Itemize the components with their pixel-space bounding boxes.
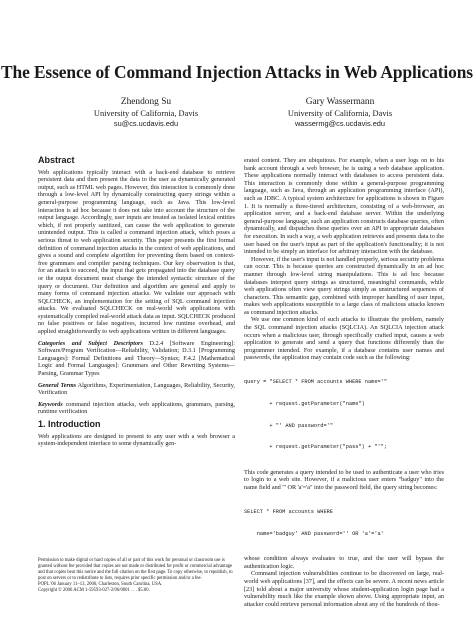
body-paragraph: We use one common kind of such attacks to illustrate the problem, namely the SQL command injection attacks (SQLCIA). An SQLCIA injection attack occurs when a malicious user, through specifically crafted input, causes a web application to generate and send a query that functions differently than the programmer intended. For example, if a database contains user names and passwords, the application may contain code such as the following:: [244, 316, 444, 362]
code-line: query = "SELECT * FROM accounts WHERE name='": [244, 379, 388, 386]
body-paragraph: However, if the user's input is not handled properly, serious security problems can occur. This is because queries are constructed dynamically in an ad hoc manner through low-level string manipulations. This is ad hoc because databases interpret query strings as structured, meaningful commands, while web applications often view query strings simply as unstructured sequences of characters. This semantic gap, combined with improper handling of user input, makes web applications susceptible to a large class of malicious attacks known as command injection attacks.: [244, 255, 444, 316]
author-block-2: [240, 96, 440, 129]
body-paragraph: This code generates a query intended to be used to authenticate a user who tries to login to a web site. However, if a malicious user enters "badguy" into the name field and "' OR 'a'='a" into the password field, the query string becomes:: [244, 468, 444, 492]
copyright-line: Copyright © 2006 ACM 1-59593-027-2/06/0001 . . . $5.00.: [38, 588, 150, 593]
code-line: SELECT * FROM accounts WHERE: [244, 509, 334, 516]
paper-title: The Essence of Command Injection Attacks in Web Applications: [1, 62, 473, 82]
author-affiliation: University of California, Davis: [93, 109, 199, 118]
permission-text: Permission to make digital or hard copies of all or part of this work for personal or classroom use is granted without fee provided that copies are not made or distributed for profit or commercial advantage and that copies bear this notice and the full citation on the first page. To copy otherwise, to republish, to post on servers or to redistribute to lists, requires prior specific permission and/or a fee.: [38, 558, 233, 581]
general-terms-paragraph: [38, 382, 235, 397]
code-line: + "' AND password='": [244, 422, 334, 429]
author-block-1: [46, 96, 246, 129]
code-line: + request.getParameter("name"): [244, 401, 365, 408]
permission-notice: [38, 558, 235, 594]
categories-heading: Categories and Subject Descriptors: [38, 339, 143, 347]
general-terms-text: Algorithms, Experimentation, Languages, Reliability, Security, Verification: [38, 381, 235, 397]
author-email: su@cs.ucdavis.edu: [113, 119, 179, 128]
introduction-heading: 1. Introduction: [38, 419, 101, 429]
categories-text: D.2.4 [Software Engineering]: Software/Program Verification—Reliability, Validation; D.3.1 [Programming Languages]: Formal Definitions and Theory—Syntax; F.4.2 [Mathematical Logic and Formal Languages]: Grammars and Other Rewriting Systems—Parsing, Grammar Types: [38, 339, 235, 378]
venue-line: POPL '06 January 11–13, 2006, Charleston, South Carolina, USA.: [38, 582, 163, 587]
code-listing-query: [244, 365, 444, 466]
code-line: + request.getParameter("pass") + "'";: [244, 444, 388, 451]
author-name: Zhendong Su: [120, 97, 172, 107]
keywords-heading: Keywords: [38, 400, 63, 408]
code-listing-result: [244, 495, 444, 553]
author-name: Gary Wassermann: [305, 97, 375, 107]
categories-paragraph: [38, 340, 235, 378]
left-column: [38, 157, 235, 448]
introduction-text: Web applications are designed to present to any user with a web browser a system-independent interface to some dynamically gen-: [38, 432, 235, 448]
author-affiliation: University of California, Davis: [287, 109, 393, 118]
right-column: [244, 157, 444, 608]
code-line: name='badguy' AND password='' OR 'a'='a': [244, 530, 384, 537]
keywords-text: command injection attacks, web applications, grammars, parsing, runtime verification: [38, 400, 235, 416]
general-terms-heading: General Terms: [38, 381, 77, 389]
abstract-text: Web applications typically interact with a back-end database to retrieve persistent data and then present the data to the user as dynamically generated output, such as HTML web pages. However, this interaction is commonly done through a low-level API by dynamically constructing query strings within a general-purpose programming language, such as Java. This low-level interaction is ad hoc because it does not take into account the structure of the output language. Accordingly, user inputs are treated as isolated lexical entities which, if not properly sanitized, can cause the web application to generate unintended output. This is called a command injection attack, which poses a serious threat to web application security. This paper presents the first formal definition of command injection attacks in the context of web applications, and gives a sound and complete algorithm for preventing them based on context-free grammars and compiler parsing techniques. Our key observation is that, for an attack to succeed, the input that gets propagated into the database query or the output document must change the intended syntactic structure of the query or document. Our definition and algorithm are general and apply to many forms of command injection attacks. We validate our approach with SQLCHECK, an implementation for the setting of SQL command injection attacks. We evaluated SQLCHECK on real-world web applications with systematically compiled real-world attack data as input. SQLCHECK produced no false positives or false negatives, incurred low runtime overhead, and applied straightforwardly to web applications written in different languages.: [38, 168, 235, 336]
body-paragraph: Command injection vulnerabilities continue to be discovered on large, real-world web applications [37], and the effects can be severe. A recent news article [23] told about a major university whose student-application login page had a vulnerability much like the example shown above. Using appropriate input, an attacker could retrieve personal information about any of the hundreds of thou-: [244, 570, 444, 608]
body-paragraph: erated content. They are ubiquitous. For example, when a user logs on to his bank account through a web browser, he is using a web database application. These applications normally interact with databases to access persistent data. This interaction is commonly done within a general-purpose programming language, such as Java, through an application programming interface (API), such as JDBC. A typical system architecture for applications is shown in Figure 1. It is normally a three-tiered architecture, consisting of a web-browser, an application server, and a back-end database server. Within the underlying general-purpose language, such an application constructs database queries, often dynamically, and dispatches these queries over an API to appropriate databases for execution. In such a way, a web application retrieves and presents data to the user based on the user's input as part of the application's functionality; it is not intended to be simply an interface for arbitrary interaction with the database.: [244, 157, 444, 256]
keywords-paragraph: [38, 401, 235, 416]
abstract-heading: Abstract: [38, 155, 75, 165]
body-paragraph: whose condition always evaluates to true, and the user will bypass the authentication logic.: [244, 555, 444, 570]
author-email: wassermg@cs.ucdavis.edu: [294, 119, 386, 128]
